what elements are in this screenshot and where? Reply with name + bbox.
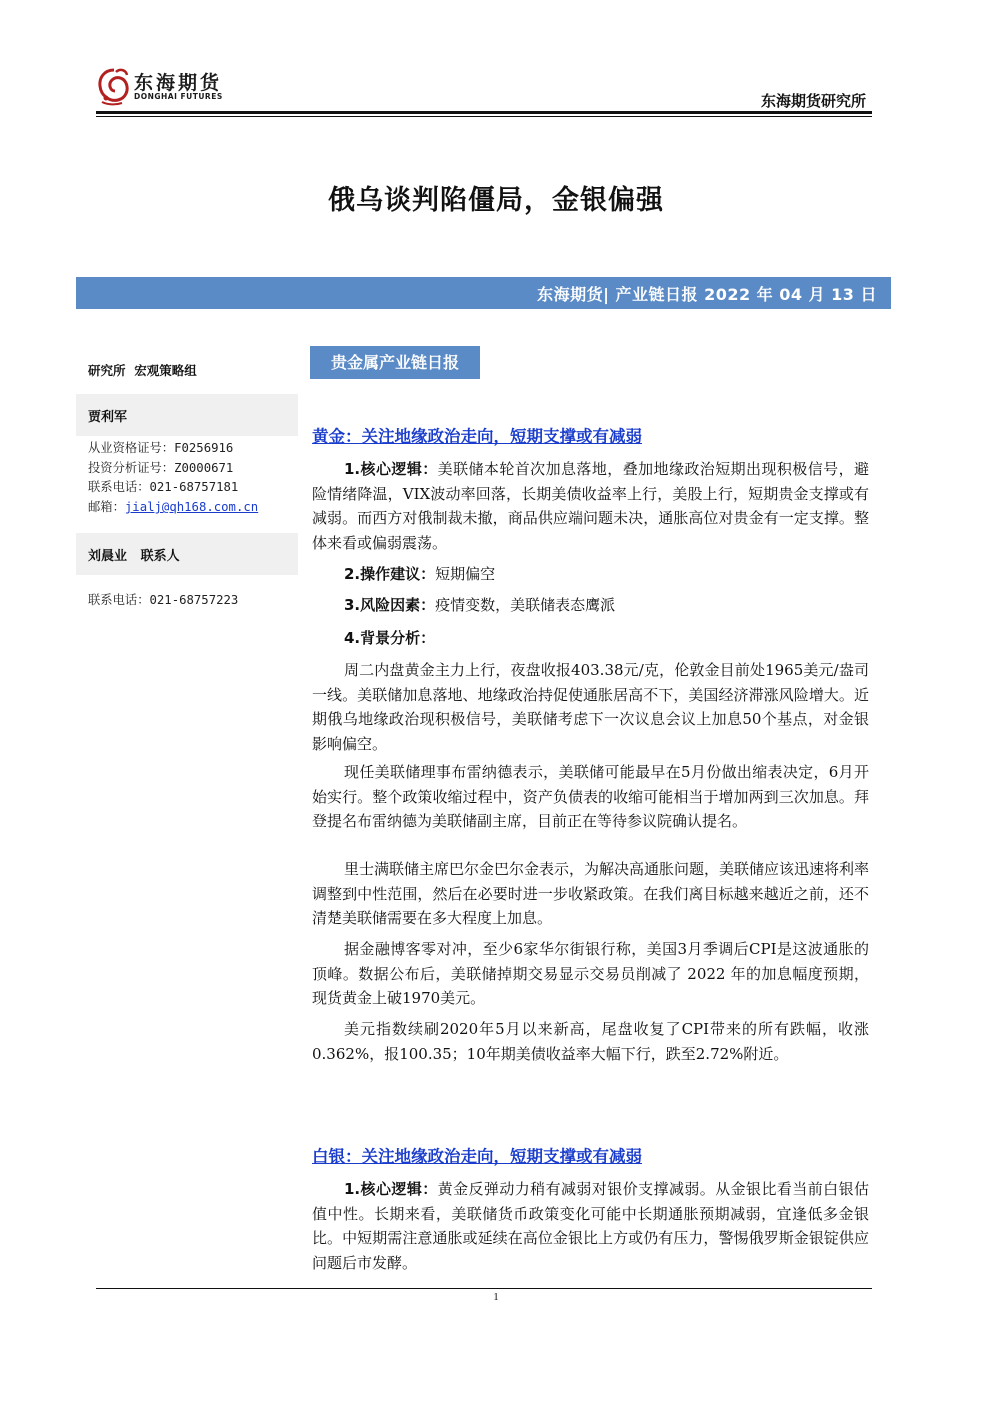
logo-english: DONGHAI FUTURES [134, 92, 223, 101]
silver-heading[interactable]: 白银：关注地缘政治走向，短期支撑或有减弱 [312, 1147, 642, 1166]
footer-rule [96, 1288, 872, 1289]
gold-core-logic [312, 457, 869, 555]
sidebar-group: 研究所 宏观策略组 [88, 363, 197, 378]
gold-heading[interactable]: 黄金：关注地缘政治走向，短期支撑或有减弱 [312, 427, 642, 446]
report-title: 俄乌谈判陷僵局，金银偏强 [328, 185, 664, 216]
silver-core-text: 黄金反弹动力稍有减弱对银价支撑减弱。从金银比看当前白银估值中性。长期来看，美联储货币政策变化可能中长期通胀预期减弱，宜逢低多金银比。中短期需注意通胀或延续在高位金银比上方或仍有压力，警惕俄罗斯金银锭供应问题后市发酵。 [312, 1180, 869, 1272]
silver-core-label: 1.核心逻辑： [344, 1180, 438, 1198]
gold-bg-para-3: 里士满联储主席巴尔金巴尔金表示，为解决高通胀问题，美联储应该迅速将利率调整到中性范围，然后在必要时进一步收紧政策。在我们离目标越来越近之前，还不清楚美联储需要在多大程度上加息。 [312, 860, 870, 928]
header-rule-thick [96, 111, 872, 114]
analyst-box-1 [76, 394, 298, 436]
analyst1-email-row [88, 497, 258, 515]
gold-op-label: 2.操作建议： [344, 565, 436, 583]
gold-bg-para-5: 美元指数续刷2020年5月以来新高，尾盘收复了CPI带来的所有跌幅，收涨0.362%，报100.35；10年期美债收益率大幅下行，跌至2.72%附近。 [312, 1020, 869, 1063]
gold-bg-para-1: 周二内盘黄金主力上行，夜盘收报403.38元/克，伦敦金目前处1965美元/盎司一线。美联储加息落地、地缘政治持促使通胀居高不下，美国经济滞涨风险增大。近期俄乌地缘政治现积极信号，美联储考虑下一次议息会议上加息50个基点，对金银影响偏空。 [312, 661, 869, 753]
institute-name: 东海期货研究所 [760, 92, 866, 110]
gold-risk-text: 疫情变数，美联储表态鹰派 [435, 596, 616, 614]
dragon-logo-icon [96, 66, 132, 106]
gold-core-text: 美联储本轮首次加息落地，叠加地缘政治短期出现积极信号，避险情绪降温，VIX波动率回落，长期美债收益率上行，美股上行，短期贵金支撑或有减弱。而西方对俄制裁未撤，商品供应端问题未决，通胀高位对贵金有一定支撑。整体来看或偏弱震荡。 [312, 460, 869, 552]
gold-bg-para-2: 现任美联储理事布雷纳德表示，美联储可能最早在5月份做出缩表决定，6月开始实行。整个政策收缩过程中，资产负债表的收缩可能相当于增加两到三次加息。拜登提名布雷纳德为美联储副主席，目前正在等待参议院确认提名。 [312, 763, 869, 831]
gold-core-label: 1.核心逻辑： [344, 460, 438, 478]
analyst-name-2: 刘晨业 联系人 [88, 549, 180, 564]
gold-risk [344, 593, 615, 617]
gold-risk-label: 3.风险因素： [344, 596, 436, 614]
date-bar [76, 277, 891, 309]
section-tag: 贵金属产业链日报 [310, 346, 480, 379]
gold-operation [344, 562, 495, 586]
logo-chinese: 东海期货 [134, 72, 223, 94]
gold-background [344, 626, 435, 650]
gold-op-text: 短期偏空 [435, 565, 496, 583]
analyst2-phone: 联系电话：021-68757223 [88, 593, 239, 607]
analyst1-cert: 从业资格证号：F0256916 [88, 441, 234, 455]
gold-bg-para-4: 据金融博客零对冲，至少6家华尔街银行称，美国3月季调后CPI是这波通胀的顶峰。数据公布后，美联储掉期交易显示交易员削减了 2022 年的加息幅度预期，现货黄金上破1970美元。 [312, 940, 869, 1008]
company-logo [96, 66, 236, 106]
page-number: 1 [493, 1291, 499, 1303]
analyst-name-1: 贾利军 [88, 410, 128, 425]
analyst1-phone: 联系电话：021-68757181 [88, 480, 239, 494]
analyst1-invest-cert: 投资分析证号：Z0000671 [88, 461, 234, 475]
email-link[interactable]: jialj@qh168.com.cn [124, 500, 259, 514]
silver-core-logic [312, 1177, 869, 1275]
header-rule-thin [96, 116, 872, 117]
gold-bg-label: 4.背景分析： [344, 629, 436, 647]
date-bar-text: 东海期货| 产业链日报 2022 年 04 月 13 日 [537, 285, 877, 304]
analyst-box-2 [76, 533, 298, 575]
email-label: 邮箱： [88, 500, 125, 514]
